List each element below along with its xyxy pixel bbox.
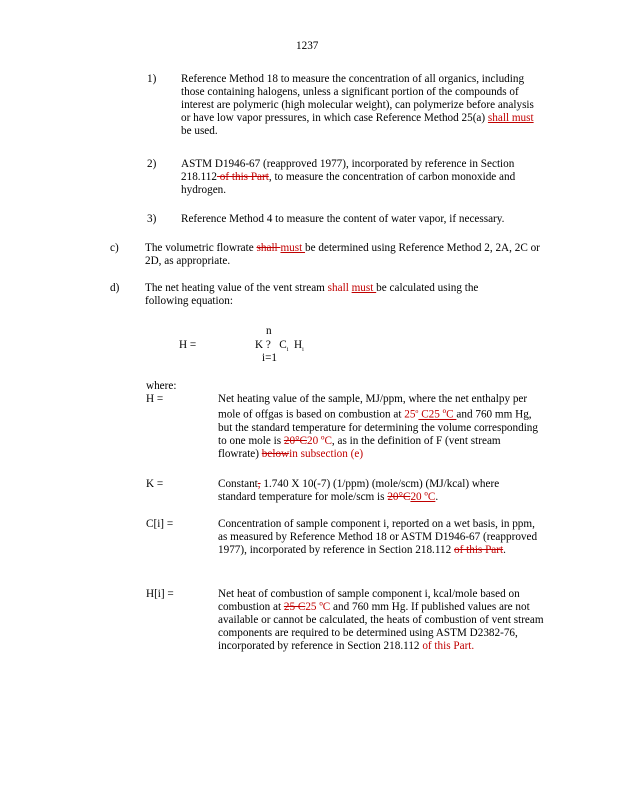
- where-label: where:: [146, 380, 177, 392]
- deletion: ,: [257, 478, 261, 490]
- revision: shall: [327, 282, 352, 294]
- summation-upper: n: [266, 325, 272, 337]
- page-number: 1237: [296, 40, 319, 52]
- deletion: of this Part: [216, 171, 269, 183]
- item-1-text: Reference Method 18 to measure the concentration of all organics, including those containing halogens, unless a significant portion of the compounds of interest are polymeric (high molecular weight), can polymerize before analysis or have low vapor pressures, in which case Reference Method 25(a) shall must be used.: [181, 73, 534, 137]
- deletion: 25 C: [283, 601, 306, 613]
- insertion: must: [280, 242, 306, 254]
- deletion: below: [261, 447, 290, 460]
- deletion: 20°C: [387, 491, 411, 503]
- insertion: 20 ºC: [410, 491, 436, 503]
- def-k-text: Constant, 1.740 X 10(-7) (1/ppm) (mole/scm) (MJ/kcal) where standard temperature for mole/scm is 20°C20 ºC.: [218, 478, 500, 503]
- item-2-text: ASTM D1946-67 (reapproved 1977), incorporated by reference in Section 218.112 of this Part, to measure the concentration of carbon monoxide and hydrogen.: [181, 158, 516, 196]
- def-hi-term: H[i] =: [146, 588, 174, 600]
- deletion: shall: [256, 242, 281, 254]
- insertion: C25 ºC: [418, 408, 457, 421]
- item-d-text: The net heating value of the vent stream shall must be calculated using the following equation:: [145, 282, 479, 307]
- item-c-marker: c): [110, 242, 119, 254]
- equation-body: K ? $C_i$ $H_i$: [255, 339, 304, 354]
- def-h-term: H =: [146, 393, 164, 405]
- insertion: must: [351, 282, 377, 294]
- item-2-marker: 2): [147, 158, 157, 170]
- def-c-text: Concentration of sample component i, reported on a wet basis, in ppm, as measured by Reference Method 18 or ASTM D1946-67 (reapproved 1977), incorporated by reference in Section 218.112 of this Part.: [218, 518, 538, 556]
- deletion: 20°C: [283, 434, 307, 447]
- def-c-term: C[i] =: [146, 518, 174, 530]
- item-d-marker: d): [110, 282, 120, 294]
- equation-lhs: H =: [179, 339, 197, 351]
- def-hi-text: Net heat of combustion of sample component i, kcal/mole based on combustion at 25 C25 ºC and 760 mm Hg. If published values are not available or cannot be calculated, the heats of combustion of vent stream components are required to be determined using ASTM D2382-76, incorporated by reference in Section 218.112 of this Part.: [218, 588, 544, 652]
- item-c-text: The volumetric flowrate shall must be determined using Reference Method 2, 2A, 2C or 2D, as appropriate.: [145, 242, 540, 267]
- item-3-text: Reference Method 4 to measure the content of water vapor, if necessary.: [181, 213, 505, 225]
- summation-lower: i=1: [262, 352, 278, 364]
- def-k-term: K =: [146, 478, 164, 490]
- item-3-marker: 3): [147, 213, 157, 225]
- item-1-marker: 1): [147, 73, 157, 85]
- deletion: of this Part: [454, 544, 504, 556]
- insertion: shall must: [487, 112, 534, 124]
- def-h-text: Net heating value of the sample, MJ/ppm, where the net enthalpy per mole of offgas is based on combustion at 25$^o$ C25 ºC and 760 mm Hg, but the standard temperature for determining the volume corresponding to one mole is 20°C20 ºC, as in the definition of F (vent stream flowrate) belowin subsection (e): [218, 393, 538, 460]
